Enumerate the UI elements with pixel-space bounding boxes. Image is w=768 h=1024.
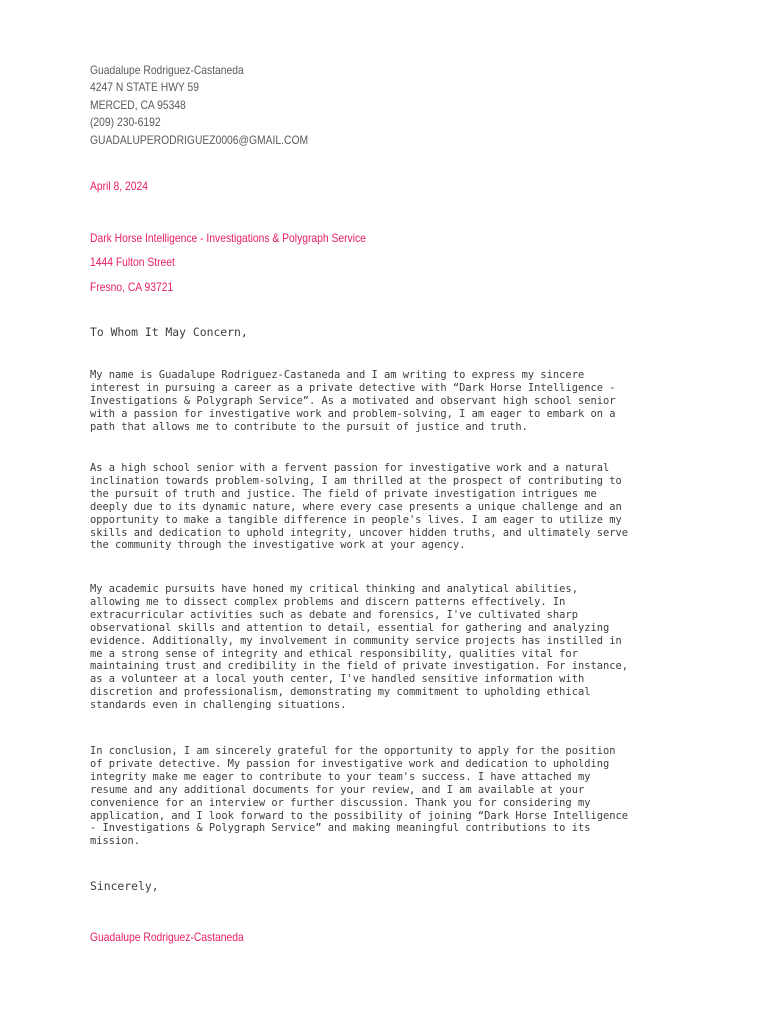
sender-block [90, 62, 308, 149]
sender-phone: (209) 230-6192 [90, 115, 161, 130]
signature-name: Guadalupe Rodriguez-Castaneda [90, 930, 244, 944]
sender-city: MERCED, CA 95348 [90, 97, 186, 112]
recipient-city: Fresno, CA 93721 [90, 279, 174, 294]
body-paragraph-4: In conclusion, I am sincerely grateful for the opportunity to apply for the position of private detective. My passion for investigative work and dedication to upholding integrity make me eager to contribute to your team's success. I have attached my resume and any additional documents for your review, and I am available at your convenience for an interview or further discussion. Thank you for considering my application, and I look forward to the possibility of joining “Dark Horse Intelligence - Investigations & Polygraph Service” and making meaningful contributions to its mission. [90, 745, 628, 848]
sender-street: 4247 N STATE HWY 59 [90, 80, 199, 95]
body-paragraph-2: As a high school senior with a fervent passion for investigative work and a natural inclination towards problem-solving, I am thrilled at the prospect of contributing to the pursuit of truth and justice. The field of private investigation intrigues me deeply due to its dynamic nature, where every case presents a unique challenge and an opportunity to make a tangible difference in people's lives. I am eager to utilize my skills and dedication to uphold integrity, uncover hidden truths, and ultimately serve the community through the investigative work at your agency. [90, 462, 628, 552]
recipient-company: Dark Horse Intelligence - Investigations & Polygraph Service [90, 231, 366, 245]
body-paragraph-1: My name is Guadalupe Rodriguez-Castaneda and I am writing to express my sincere interest in pursuing a career as a private detective with “Dark Horse Intelligence - Investigations & Polygraph Service”. As a motivated and observant high school senior with a passion for investigative work and problem-solving, I am eager to embark on a path that allows me to contribute to the pursuit of justice and truth. [90, 369, 616, 433]
letter-date: April 8, 2024 [90, 179, 148, 193]
sender-name: Guadalupe Rodriguez-Castaneda [90, 63, 244, 77]
body-paragraph-3: My academic pursuits have honed my critical thinking and analytical abilities, allowing me to dissect complex problems and discern patterns effectively. In extracurricular activities such as debate and forensics, I've cultivated sharp observational skills and attention to detail, essential for gathering and analyzing evidence. Additionally, my involvement in community service projects has instilled in me a strong sense of integrity and ethical responsibility, qualities vital for maintaining trust and credibility in the field of private investigation. For instance, as a volunteer at a local youth center, I've handled sensitive information with discretion and professionalism, demonstrating my commitment to upholding ethical standards even in challenging situations. [90, 583, 628, 712]
recipient-street: 1444 Fulton Street [90, 255, 175, 270]
salutation: To Whom It May Concern, [90, 325, 248, 339]
closing: Sincerely, [90, 879, 159, 893]
sender-email: GUADALUPERODRIGUEZ0006@GMAIL.COM [90, 132, 309, 147]
recipient-block [90, 226, 366, 299]
